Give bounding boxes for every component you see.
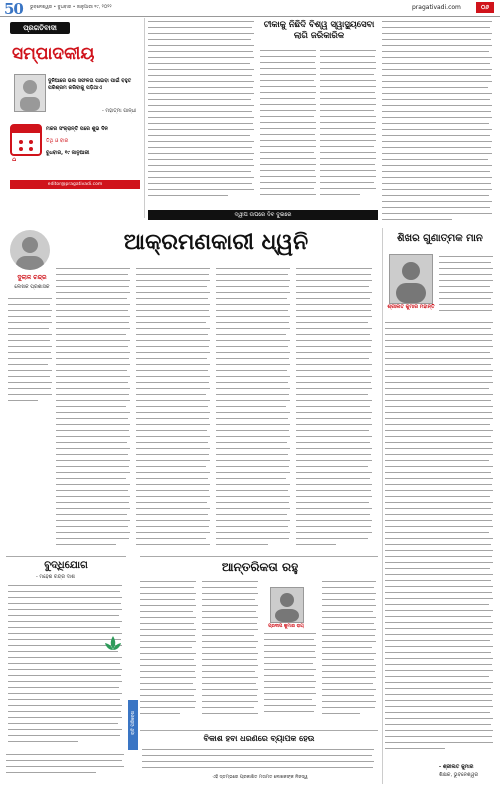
calendar-text: ମକର ସଂକ୍ରାନ୍ତି ପରେ ଶୁଭ ଦିନ	[46, 126, 108, 132]
day-label: ତିଥି ଓ ବାର	[46, 138, 69, 144]
right-footer-author: - ଶ୍ରୀଲତ କୁମାର	[439, 764, 474, 770]
calendar-label: ⌂	[12, 156, 17, 163]
section-title: ସମ୍ପାଦକୀୟ	[12, 44, 95, 64]
bottom-left-byline: - ମହେଶ ଚନ୍ଦ୍ର ଦାଶ	[36, 574, 75, 580]
mid-banner: ଦ୍ୱୀପ ଉପରେ ଦିବ ଦୁଇରେ	[148, 210, 378, 220]
founder-portrait	[14, 74, 46, 112]
page-number: ୦୬	[476, 2, 494, 13]
bottom-left-headline: ବୁଦ୍ଧିଯୋଗ	[44, 560, 88, 571]
bottom-middle-article	[140, 556, 378, 727]
main-article	[6, 222, 378, 552]
right-author-photo	[389, 254, 433, 304]
main-article-headline: ଆକ୍ରମଣକାରୀ ଧ୍ୱନି	[123, 230, 309, 255]
author-bio	[8, 296, 52, 552]
author-photo	[10, 230, 50, 270]
bottom-middle-headline: ଆନ୍ତରିକତା ରହୁ	[221, 560, 299, 574]
right-author-name: ଶ୍ରୀଲତ କୁମାର ମହାନ୍ତି	[387, 304, 435, 310]
calendar-box	[10, 122, 140, 168]
top-article	[260, 18, 378, 206]
main-body	[56, 266, 376, 552]
bottom-banner-footer: ଏହି ସ୍ତମ୍ଭରେ ପ୍ରକାଶିତ ମତାମତ ଲେଖକଙ୍କ ନିଜସ୍ୱ	[212, 775, 308, 780]
founder-quote: ଦୁନିଆରେ ଭଲ ସଫଳତା ପାଇବା ପାଇଁ ବହୁତ ପରିଶ୍ରମ କରିବାକୁ ପଡ଼ିଥାଏ	[48, 78, 132, 91]
bottom-vertical-label: ରାତି ପରିବେଶ	[128, 700, 138, 750]
calendar-icon	[10, 124, 42, 156]
masthead-panel	[6, 18, 145, 218]
email-bar[interactable]: editor@pragativadi.com	[10, 180, 140, 189]
top-right-text	[382, 18, 494, 226]
bottom-banner	[140, 730, 378, 785]
bottom-left-article	[6, 556, 126, 753]
founder-name: - ମହାତ୍ମା ଗାନ୍ଧୀ	[102, 108, 137, 114]
author-title: ଲେଖକ ପ୍ରଶାସକ	[14, 284, 50, 290]
top-center-text	[148, 18, 256, 204]
anniversary-logo: 50	[4, 0, 23, 18]
right-article-headline: ଶିଖର ଗୁଣାତ୍ମକ ମାନ	[397, 233, 483, 244]
bottom-banner-headline: ବିକାଶ ହବା ଧରଣରେ ବ୍ୟାପକ ହେଉ	[203, 734, 315, 743]
author-name: ଦୁଲାଳ ଚନ୍ଦ୍ର	[17, 274, 47, 281]
right-article-body	[385, 320, 495, 760]
header-bar	[0, 0, 500, 17]
right-article	[382, 228, 495, 784]
date-big: ବୁଧବାର, ୧୯ ଜାନୁଆରୀ	[46, 150, 90, 156]
brand-logo: ପ୍ରଗତିବାଦୀ	[10, 22, 70, 34]
right-footer-role: ଶିକ୍ଷକ, ଭୁବନେଶ୍ୱର	[439, 772, 479, 778]
lotus-icon	[102, 633, 124, 655]
header-date: ଭୁବନେଶ୍ୱର • ବୁଧବାର • ଜାନୁଆରୀ ୧୯, ୨୦୨୨	[30, 5, 112, 10]
header-website[interactable]: pragativadi.com	[412, 4, 461, 11]
top-article-headline: ଟୀକାକୁ ନିଛିଦି ବିଶ୍ୱ ସ୍ୱାସ୍ଥ୍ୟସେବା ଲାଗି ଜରିକାରିକ	[263, 20, 375, 41]
bottom-middle-author: ପ୍ରଦୀପ କୁମାର ରାୟ	[268, 624, 304, 629]
